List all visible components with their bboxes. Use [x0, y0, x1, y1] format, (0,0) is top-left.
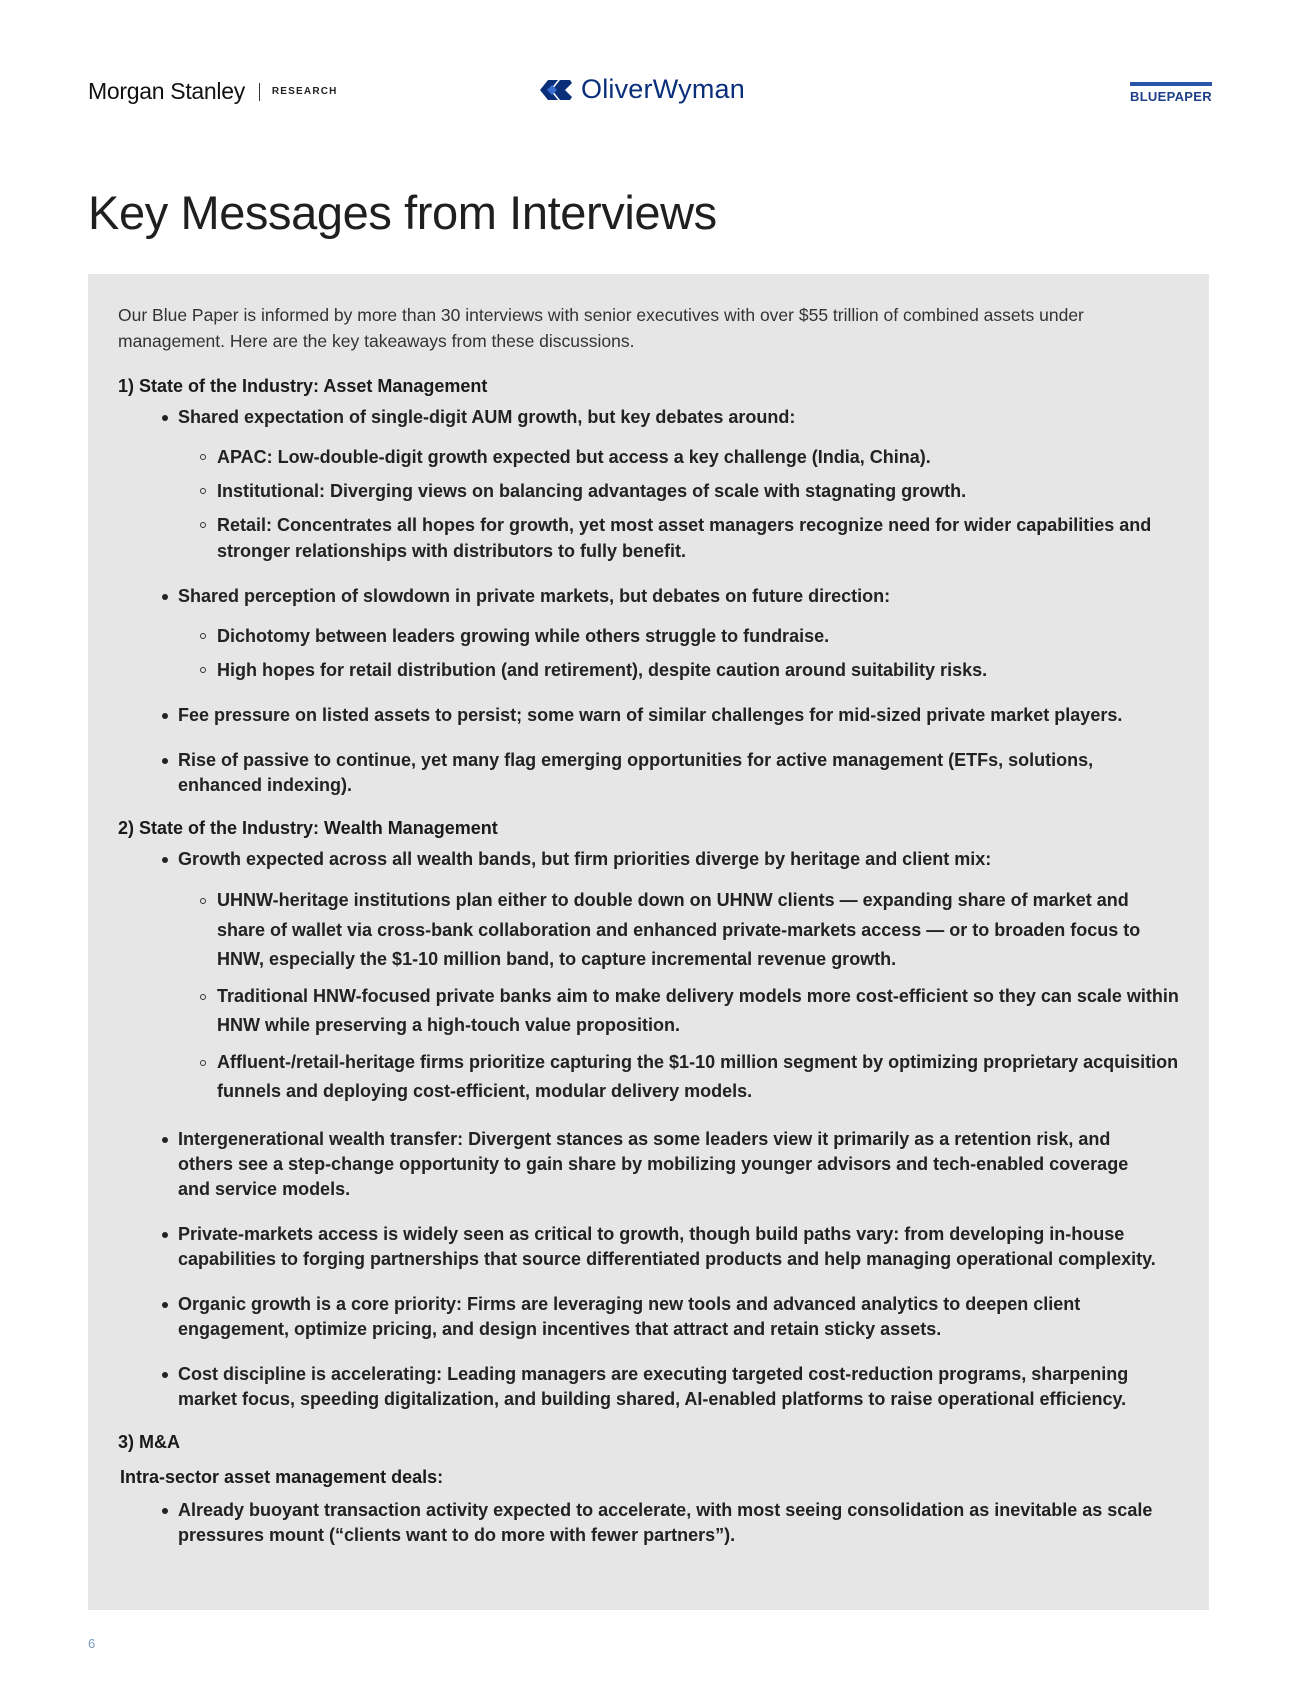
section-title-wealth-management: 2) State of the Industry: Wealth Management: [118, 818, 498, 838]
bullet-text: Fee pressure on listed assets to persist; some warn of similar challenges for mid-sized private market players.: [178, 705, 1123, 725]
sub-list-item: UHNW-heritage institutions plan either to double down on UHNW clients — expanding share of market and share of wallet via cross-bank collaboration and enhanced private-markets access — or to broaden focus to HNW, especially the $1-10 million band, to capture incremental revenue growth.: [178, 886, 1181, 975]
oliver-wyman-logo: [538, 74, 745, 105]
m-and-a-subheading: Intra-sector asset management deals:: [120, 1466, 444, 1487]
sub-list-item: APAC: Low-double-digit growth expected but access a key challenge (India, China).: [178, 444, 1181, 470]
sub-list-item: Institutional: Diverging views on balancing advantages of scale with stagnating growth.: [178, 478, 1181, 504]
research-label: RESEARCH: [271, 86, 338, 97]
logo-divider: [259, 83, 260, 101]
sub-list: [178, 886, 1179, 1107]
bullet-text: Cost discipline is accelerating: Leading managers are executing targeted cost-reduction programs, sharpening market focus, speeding digitalization, and building shared, AI-enabled platforms to raise operational efficiency.: [178, 1363, 1129, 1409]
bullet-text: Shared expectation of single-digit AUM growth, but key debates around:: [178, 407, 796, 427]
bluepaper-badge: [1130, 82, 1212, 104]
section-title-asset-management: 1) State of the Industry: Asset Management: [118, 376, 488, 396]
bullet-text: Intergenerational wealth transfer: Divergent stances as some leaders view it primarily as a retention risk, and others see a step-change opportunity to gain share by mobilizing younger advisors and tech-enabled coverage and service models.: [178, 1128, 1129, 1199]
sub-list-item: Traditional HNW-focused private banks aim to make delivery models more cost-efficient so they can scale within HNW while preserving a high-touch value proposition.: [178, 982, 1181, 1041]
page-title: Key Messages from Interviews: [88, 186, 717, 239]
sub-list-item: Dichotomy between leaders growing while others struggle to fundraise.: [178, 623, 1181, 649]
wealth-management-list: [118, 847, 1179, 1412]
bullet-text: Organic growth is a core priority: Firms are leveraging new tools and advanced analytics to deepen client engagement, optimize pricing, and design incentives that attract and retain sticky assets.: [178, 1293, 1081, 1339]
key-messages-panel: [88, 274, 1209, 1610]
list-item: [118, 748, 1158, 798]
sub-list-item: High hopes for retail distribution (and retirement), despite caution around suitability risks.: [178, 657, 1181, 683]
list-item: [118, 1222, 1158, 1272]
list-item: [118, 1127, 1158, 1202]
intro-paragraph: Our Blue Paper is informed by more than 30 interviews with senior executives with over $55 trillion of combined assets under management. Here are the key takeaways from these discussions.: [118, 305, 1084, 351]
wealth-management-section: [118, 818, 1179, 1412]
bullet-text: Rise of passive to continue, yet many flag emerging opportunities for active management (ETFs, solutions, enhanced indexing).: [178, 750, 1094, 795]
bluepaper-label: BLUEPAPER: [1130, 89, 1212, 104]
morgan-stanley-wordmark: Morgan Stanley: [88, 78, 245, 104]
bullet-text: Private-markets access is widely seen as critical to growth, though build paths vary: from developing in-house capabilities to forging partnerships that source differentiated products and help managing operational complexity.: [178, 1223, 1156, 1269]
bullet-text: Already buoyant transaction activity expected to accelerate, with most seeing consolidation as inevitable as scale pressures mount (“clients want to do more with fewer partners”).: [178, 1499, 1153, 1545]
list-item: [118, 584, 1158, 683]
bullet-text: Shared perception of slowdown in private markets, but debates on future direction:: [178, 586, 891, 606]
list-item: [118, 703, 1158, 728]
m-and-a-list: [118, 1498, 1179, 1548]
list-item: [118, 405, 1158, 564]
list-item: [118, 1498, 1158, 1548]
sub-list-item: Retail: Concentrates all hopes for growth, yet most asset managers recognize need for wider capabilities and stronger relationships with distributors to fully benefit.: [178, 512, 1181, 564]
oliver-wyman-mark-icon: [538, 77, 574, 103]
section-title-m-and-a: 3) M&A: [118, 1431, 180, 1452]
sub-list: [178, 623, 1158, 683]
page-number: 6: [88, 1636, 96, 1651]
page-header: [88, 72, 1212, 112]
list-item: [118, 1362, 1158, 1412]
bullet-text: Growth expected across all wealth bands, but firm priorities diverge by heritage and client mix:: [178, 849, 992, 869]
morgan-stanley-logo: [88, 78, 338, 105]
list-item: [118, 847, 1179, 1107]
sub-list: [178, 444, 1158, 564]
list-item: [118, 1292, 1158, 1342]
oliver-wyman-wordmark: OliverWyman: [581, 74, 745, 104]
sub-list-item: Affluent-/retail-heritage firms prioritize capturing the $1-10 million segment by optimizing proprietary acquisition funnels and deploying cost-efficient, modular delivery models.: [178, 1048, 1181, 1107]
bluepaper-bar: [1130, 82, 1212, 86]
asset-management-list: [118, 405, 1179, 798]
